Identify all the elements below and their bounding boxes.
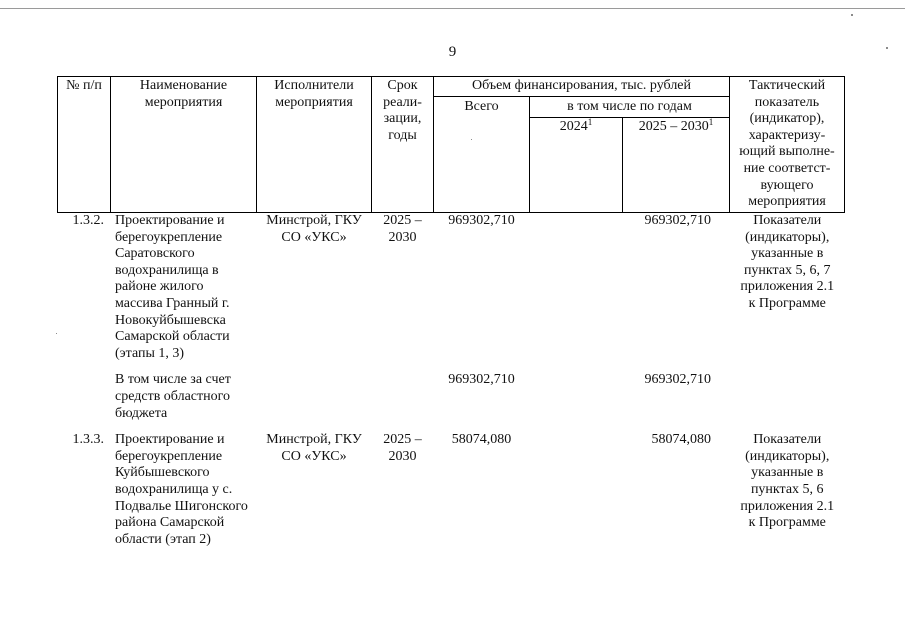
table-header xyxy=(58,77,845,213)
table-row xyxy=(58,362,845,372)
funding-total: 58074,080 xyxy=(451,432,512,448)
header-term: Срок реали-зации, годы xyxy=(372,77,434,213)
indicator xyxy=(730,372,845,422)
page-number: 9 xyxy=(448,44,457,60)
term-years xyxy=(372,372,434,422)
header-total: Всего xyxy=(434,97,530,213)
funding-table xyxy=(57,76,845,548)
activity-name: В том числе за счет средств областного бюджета xyxy=(115,372,231,421)
funding-2024 xyxy=(530,213,623,363)
header-funding: Объем финансирования, тыс. рублей xyxy=(434,77,730,97)
row-number: 1.3.2. xyxy=(72,213,104,228)
term-years: 2025 – 2030 xyxy=(383,432,422,464)
activity-name: Проектирование и берегоукрепление Саратовского водохранилища в районе жилого массива Гранный г. Новокуйбышевска Самарской области (этапы 1, 3) xyxy=(115,213,230,361)
executors: Минстрой, ГКУ СО «УКС» xyxy=(266,213,362,245)
footnote-marker: 1 xyxy=(708,117,714,127)
term-years: 2025 – 2030 xyxy=(383,213,422,245)
scan-top-edge-line xyxy=(0,8,905,9)
funding-2025-2030: 969302,710 xyxy=(644,213,711,228)
funding-total: 969302,710 xyxy=(448,213,515,228)
row-number: 1.3.3. xyxy=(72,432,104,448)
header-name: Наименование мероприятия xyxy=(111,77,257,213)
table-body xyxy=(58,213,845,549)
header-year-2025-2030: 2025 – 2030$^1$ xyxy=(623,118,730,213)
funding-2024 xyxy=(530,372,623,422)
funding-2024 xyxy=(530,432,623,548)
header-by-years: в том числе по годам xyxy=(530,97,730,118)
activity-name: Проектирование и берегоукрепление Куйбышевского водохранилища у с. Подвалье Шигонского района Самарской области (этап 2) xyxy=(115,432,248,547)
funding-2025-2030: 969302,710 xyxy=(644,372,711,388)
executors xyxy=(257,372,372,422)
executors: Минстрой, ГКУ СО «УКС» xyxy=(266,432,362,464)
table-row xyxy=(58,422,845,432)
header-num: № п/п xyxy=(58,77,111,213)
table-row xyxy=(58,432,845,548)
indicator: Показатели (индикаторы), указанные в пунктах 5, 6, 7 приложения 2.1 к Программе xyxy=(740,213,835,311)
header-indicator: Тактический показатель (индикатор), характеризу-ющий выполне-ние соответст-вующего мероприятия xyxy=(730,77,845,213)
funding-2025-2030: 58074,080 xyxy=(651,432,711,448)
table-row xyxy=(58,372,845,422)
header-executors: Исполнители мероприятия xyxy=(257,77,372,213)
footnote-marker: 1 xyxy=(587,117,593,127)
scan-speck xyxy=(851,14,853,16)
indicator: Показатели (индикаторы), указанные в пунктах 5, 6 приложения 2.1 к Программе xyxy=(740,432,835,531)
funding-total: 969302,710 xyxy=(448,372,515,388)
header-year-2024: 2024$^1$ xyxy=(530,118,623,213)
table-row xyxy=(58,213,845,363)
row-number xyxy=(58,372,111,422)
